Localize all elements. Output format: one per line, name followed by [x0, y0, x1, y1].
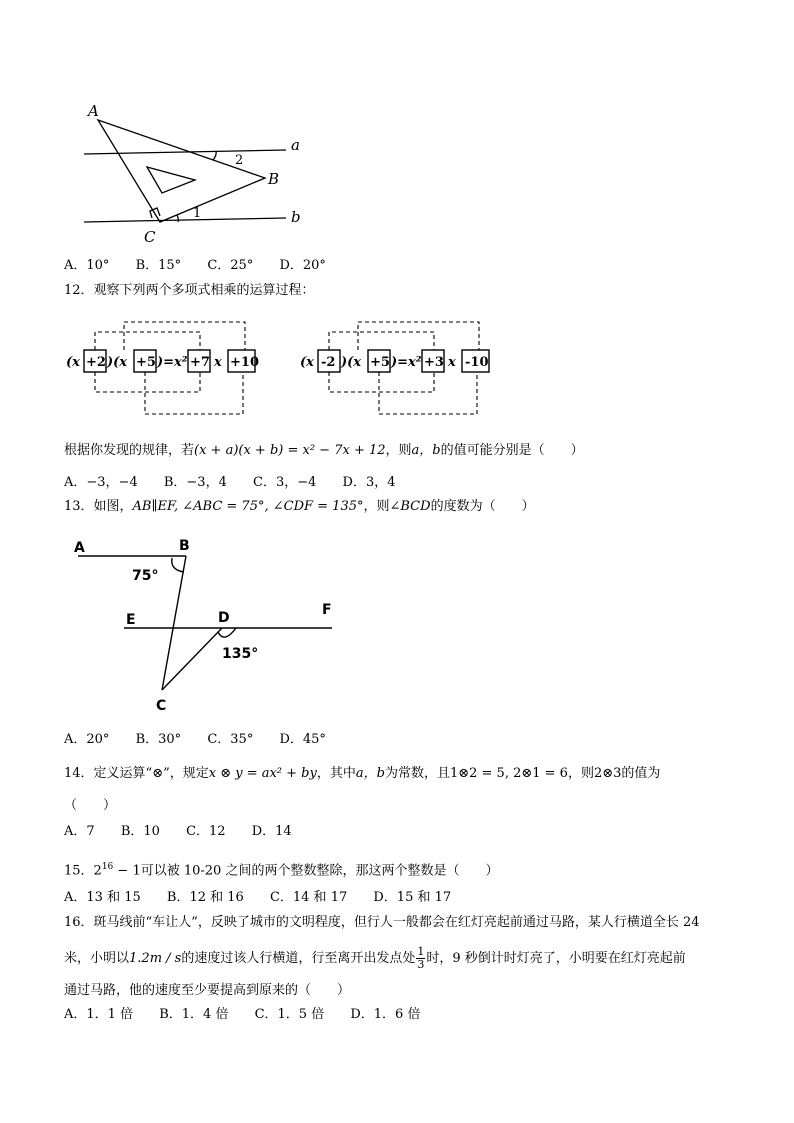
q16-line2-b: 的速度过该人行横道，行至离开出发点处 — [181, 951, 416, 966]
q12-option-b[interactable]: B．−3，4 — [163, 475, 227, 490]
q13-option-a[interactable]: A．20° — [64, 732, 110, 747]
q15-option-b[interactable]: B．12 和 16 — [166, 890, 244, 905]
label-A: A — [74, 540, 85, 556]
q12-right-box4: -10 — [465, 355, 489, 370]
q16-line2-c: 时，9 秒倒计时灯亮了，小明要在红灯亮起前 — [426, 951, 686, 966]
q12-left-box1: +2 — [86, 355, 106, 370]
q16-line2 — [64, 946, 686, 971]
q14-stem — [64, 765, 660, 783]
q12-option-c[interactable]: C．3，−4 — [253, 475, 317, 490]
q16-option-c[interactable]: C．1．5 倍 — [254, 1007, 325, 1022]
label-A: A — [88, 102, 99, 120]
label-B: B — [179, 538, 190, 554]
q12-right-eq: )=x² — [391, 355, 422, 370]
q13-stem-c: 的度数为（ ） — [430, 499, 535, 514]
q13-options — [64, 731, 348, 749]
q15-base: 2 — [93, 863, 102, 879]
q12-left-box3: +7 — [190, 355, 210, 370]
q11-figure — [80, 98, 320, 248]
q16-option-d[interactable]: D．1．6 倍 — [350, 1007, 421, 1022]
q12-rule-vars: a，b — [411, 443, 441, 458]
q12-options — [64, 474, 418, 492]
angle-75-arc — [172, 558, 184, 572]
q12-option-d[interactable]: D．3，4 — [342, 475, 396, 490]
label-D: D — [218, 610, 230, 626]
q12-left-box4: +10 — [230, 355, 259, 370]
q12-rule-formula: (x + a)(x + b) = x² − 7x + 12 — [194, 443, 386, 458]
q12-right-box2: +5 — [370, 355, 390, 370]
q12-right-box3: +3 — [424, 355, 444, 370]
q16-frac-num: 1 — [417, 945, 425, 958]
q12-left-x3: x — [214, 355, 222, 370]
q12-right-box1: -2 — [321, 355, 336, 370]
label-C: C — [144, 228, 156, 246]
q12-rule-text-b: ，则 — [385, 443, 412, 458]
q16-line1: 16．斑马线前“车让人”，反映了城市的文明程度，但行人一般都会在红灯亮起前通过马路，某人行横道全长 24 — [64, 915, 700, 930]
q14-stem-formula2: 1⊗2 = 5, 2⊗1 = 6 — [449, 766, 568, 781]
line-b — [84, 218, 286, 222]
q15-option-a[interactable]: A．13 和 15 — [64, 890, 141, 905]
q13-stem-angle: ∠BCD — [389, 499, 431, 514]
label-angle-75: 75° — [132, 568, 159, 584]
q11-option-b[interactable]: B．15° — [135, 258, 182, 273]
angle-2-arc — [213, 151, 216, 160]
q15-minus: − 1 — [113, 863, 141, 879]
q15-option-d[interactable]: D．15 和 17 — [373, 890, 452, 905]
q16-line2-a: 米，小明以 — [64, 951, 130, 966]
q14-stem-b: ，其中 — [316, 766, 356, 781]
q12-rule — [64, 442, 584, 460]
q11-option-a[interactable]: A．10° — [64, 258, 110, 273]
label-angle-1: 1 — [193, 206, 202, 221]
q13-stem-b: ，则 — [363, 499, 390, 514]
q13-option-c[interactable]: C．35° — [207, 732, 254, 747]
q14-stem-e: 的值为 — [621, 766, 661, 781]
q14-option-a[interactable]: A．7 — [64, 824, 95, 839]
q14-stem-c: 为常数，且 — [384, 766, 450, 781]
q14-answer-paren: （ ） — [64, 798, 117, 813]
q12-right-x3: x — [448, 355, 456, 370]
q16-option-b[interactable]: B．1．4 倍 — [159, 1007, 229, 1022]
q15-stem — [64, 858, 498, 880]
triangle-inner — [147, 167, 195, 193]
q12-right-x2: )(x — [341, 355, 362, 370]
q12-right-x1: (x — [300, 355, 314, 370]
q15-options — [64, 889, 473, 907]
q15-exponent: 16 — [101, 862, 114, 872]
q14-stem-formula: x ⊗ y = ax² + by — [208, 766, 317, 781]
q11-option-d[interactable]: D．20° — [279, 258, 326, 273]
q12-left-box2: +5 — [136, 355, 156, 370]
q11-option-c[interactable]: C．25° — [207, 258, 254, 273]
label-b: b — [291, 208, 301, 226]
q15-stem-text: 可以被 10-20 之间的两个整数整除，那这两个整数是（ ） — [140, 863, 499, 879]
q12-diagram-right — [296, 318, 506, 418]
q14-option-d[interactable]: D．14 — [251, 824, 292, 839]
q16-frac-den: 3 — [417, 958, 425, 971]
label-B: B — [268, 170, 280, 188]
label-a: a — [291, 136, 300, 154]
q16-options — [64, 1006, 442, 1024]
q12-rule-text-c: 的值可能分别是（ ） — [440, 443, 584, 458]
q12-left-x2: )(x — [107, 355, 128, 370]
q13-option-d[interactable]: D．45° — [279, 732, 326, 747]
q15-option-c[interactable]: C．14 和 17 — [269, 890, 348, 905]
q14-option-b[interactable]: B．10 — [120, 824, 160, 839]
angle-1-arc — [177, 215, 178, 222]
q16-option-a[interactable]: A．1．1 倍 — [64, 1007, 134, 1022]
label-angle-135: 135° — [222, 646, 259, 662]
label-angle-2: 2 — [235, 153, 244, 168]
q12-left-x1: (x — [66, 355, 80, 370]
q13-stem — [64, 498, 535, 516]
triangle-outer — [98, 120, 265, 222]
q14-option-c[interactable]: C．12 — [186, 824, 226, 839]
label-F: F — [322, 602, 332, 618]
q12-left-eq: )=x² — [157, 355, 188, 370]
q15-number: 15． — [64, 863, 94, 879]
q12-option-a[interactable]: A．−3，−4 — [64, 475, 138, 490]
q12-rule-text-a: 根据你发现的规律，若 — [64, 443, 195, 458]
label-E: E — [126, 612, 136, 628]
label-C: C — [156, 698, 167, 714]
q14-stem-a: 14．定义运算“⊗”，规定 — [64, 766, 209, 781]
q14-stem-formula3: 2⊗3 — [593, 766, 622, 781]
q14-stem-d: ，则 — [567, 766, 594, 781]
q13-option-b[interactable]: B．30° — [135, 732, 182, 747]
q13-stem-a: 13．如图， — [64, 499, 133, 514]
q11-options — [64, 257, 348, 275]
q16-line3: 通过马路，他的速度至少要提高到原来的（ ） — [64, 983, 351, 998]
q12-stem: 12．观察下列两个多项式相乘的运算过程： — [64, 283, 315, 298]
q14-options — [64, 823, 314, 841]
q14-stem-vars: a，b — [355, 766, 385, 781]
q16-speed: 1.2m / s — [129, 951, 182, 966]
q13-stem-formula: AB∥EF, ∠ABC = 75°, ∠CDF = 135° — [132, 499, 364, 514]
q13-figure — [64, 532, 354, 722]
q16-fraction — [416, 946, 425, 971]
q12-diagram-left — [62, 318, 272, 418]
